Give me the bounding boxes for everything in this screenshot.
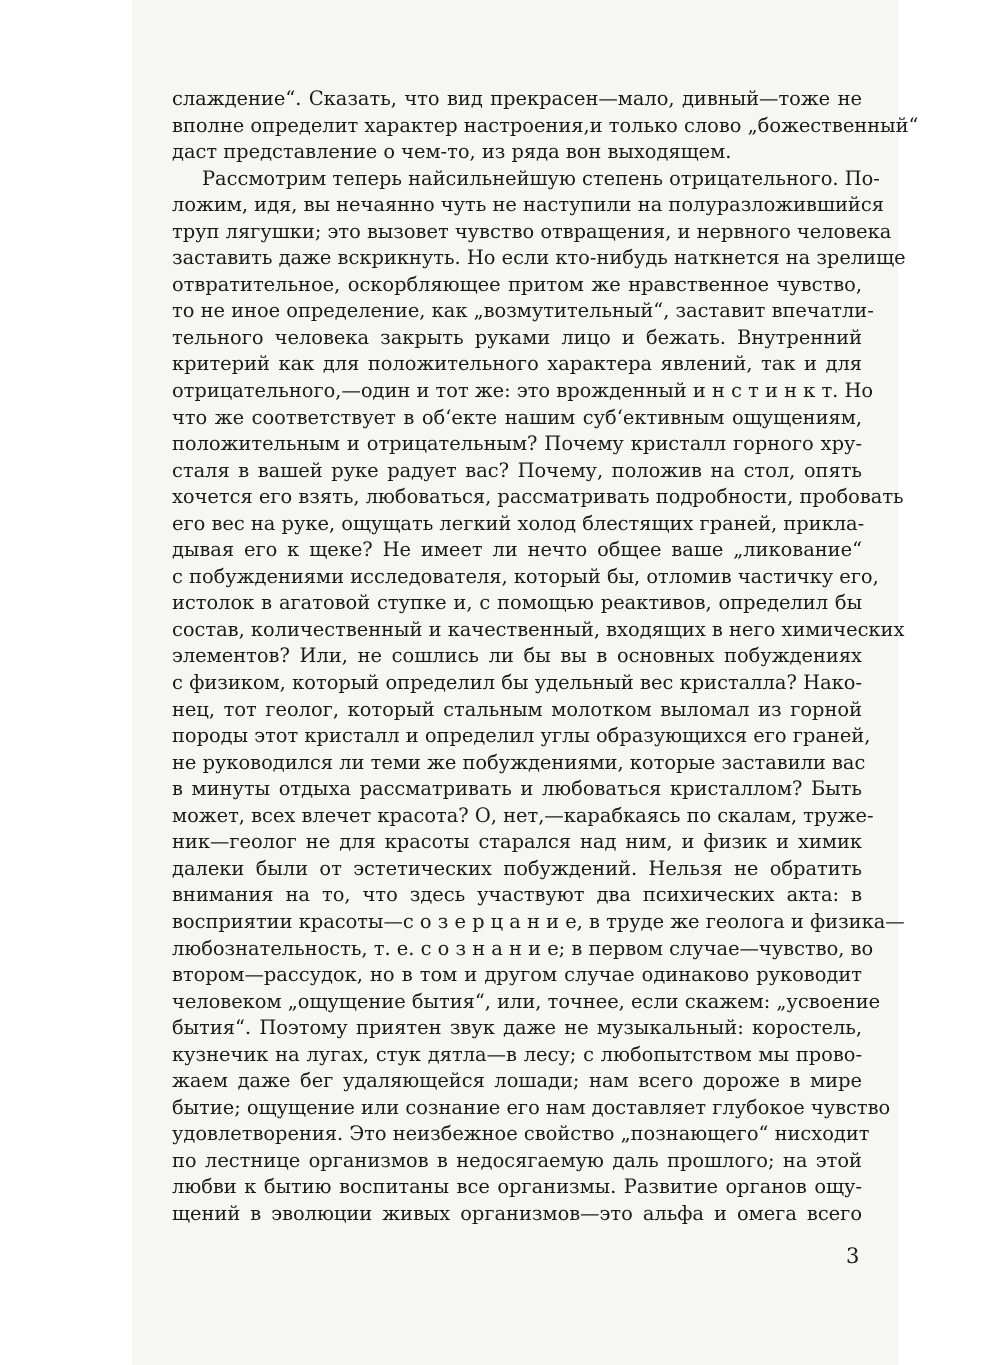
page-number: 3 [846, 1244, 860, 1268]
text-line: хочется его взять, любоваться, рассматривать подробности, пробовать [172, 485, 904, 509]
text-line: может, всех влечет красота? О, нет,—карабкаясь по скалам, труже- [172, 803, 874, 827]
text-line: сталя в вашей руке радует вас? Почему, положив на стол, опять [172, 458, 862, 482]
text-line: внимания на то, что здесь участвуют два психических акта: в [172, 883, 862, 907]
text-line: что же соответствует в об‘екте нашим суб‘ективным ощущениям, [172, 405, 862, 429]
text-line: кузнечик на лугах, стук дятла—в лесу; с любопытством мы прово- [172, 1042, 862, 1066]
text-line: втором—рассудок, но в том и другом случае одинаково руководит [172, 963, 862, 987]
text-line: слаждение“. Сказать, что вид прекрасен—мало, дивный—тоже не [172, 87, 862, 110]
text-line: состав, количественный и качественный, входящих в него химических [172, 617, 905, 641]
text-line: не руководился ли теми же побуждениями, которые заставили вас [172, 750, 866, 774]
text-line: любви к бытию воспитаны все организмы. Развитие органов ощу- [172, 1175, 862, 1199]
text-line: ник—геолог не для красоты старался над ним, и физик и химик [172, 830, 862, 854]
text-line: Рассмотрим теперь найсильнейшую степень отрицательного. По- [202, 166, 880, 190]
text-line: жаем даже бег удаляющейся лошади; нам всего дороже в мире [172, 1069, 862, 1093]
text-line: в минуты отдыха рассматривать и любоваться кристаллом? Быть [172, 777, 862, 801]
text-line: любознательность, т. е. с о з н а н и е; в первом случае—чувство, во [172, 936, 874, 960]
text-line: тельного человека закрыть руками лицо и бежать. Внутренний [172, 325, 862, 349]
text-line: положительным и отрицательным? Почему кристалл горного хру- [172, 432, 862, 456]
text-line: элементов? Или, не сошлись ли бы вы в основных побуждениях [172, 644, 862, 668]
text-line: бытия“. Поэтому приятен звук даже не музыкальный: коростель, [172, 1016, 862, 1040]
text-line: то не иное определение, как „возмутительный“, заставит впечатли- [172, 299, 874, 323]
text-line: отрицательного,—один и тот же: это врожденный и н с т и н к т. Но [172, 379, 874, 403]
text-line: бытие; ощущение или сознание его нам доставляет глубокое чувство [172, 1095, 891, 1119]
text-line: критерий как для положительного характера явлений, так и для [172, 352, 862, 376]
text-line: заставить даже вскрикнуть. Но если кто-нибудь наткнется на зрелище [172, 246, 906, 270]
text-line: даст представление о чем-то, из ряда вон выходящем. [172, 140, 732, 164]
text-line: отвратительное, оскорбляющее притом же нравственное чувство, [172, 272, 862, 296]
text-line: удовлетворения. Это неизбежное свойство „познающего“ нисходит [172, 1122, 870, 1146]
text-line: щений в эволюции живых организмов—это альфа и омега всего [172, 1201, 862, 1225]
text-line: нец, тот геолог, который стальным молотком выломал из горной [172, 697, 862, 721]
text-line: по лестнице организмов в недосягаемую даль прошлого; на этой [172, 1148, 862, 1172]
text-line: восприятии красоты—с о з е р ц а н и е, в труде же геолога и физика— [172, 909, 905, 933]
text-line: дывая его к щеке? Не имеет ли нечто общее ваше „ликование“ [172, 538, 862, 562]
text-line: вполне определит характер настроения,и только слово „божественный“ [172, 113, 919, 137]
text-line: с побуждениями исследователя, который бы, отломив частичку его, [172, 564, 879, 588]
body-text [172, 86, 919, 1228]
text-line: истолок в агатовой ступке и, с помощью реактивов, определил бы [172, 591, 862, 615]
text-line: ложим, идя, вы нечаянно чуть не наступили на полуразложившийся [172, 193, 884, 217]
text-line: труп лягушки; это вызовет чувство отвращения, и нервного человека [172, 219, 892, 243]
text-line: с физиком, который определил бы удельный вес кристалла? Нако- [172, 671, 862, 695]
text-line: далеки были от эстетических побуждений. Нельзя не обратить [172, 856, 862, 880]
text-line: породы этот кристалл и определил углы образующихся его граней, [172, 724, 871, 748]
text-line: его вес на руке, ощущать легкий холод блестящих граней, прикла- [172, 511, 865, 535]
text-line: человеком „ощущение бытия“, или, точнее, если скажем: „усвоение [172, 989, 881, 1013]
